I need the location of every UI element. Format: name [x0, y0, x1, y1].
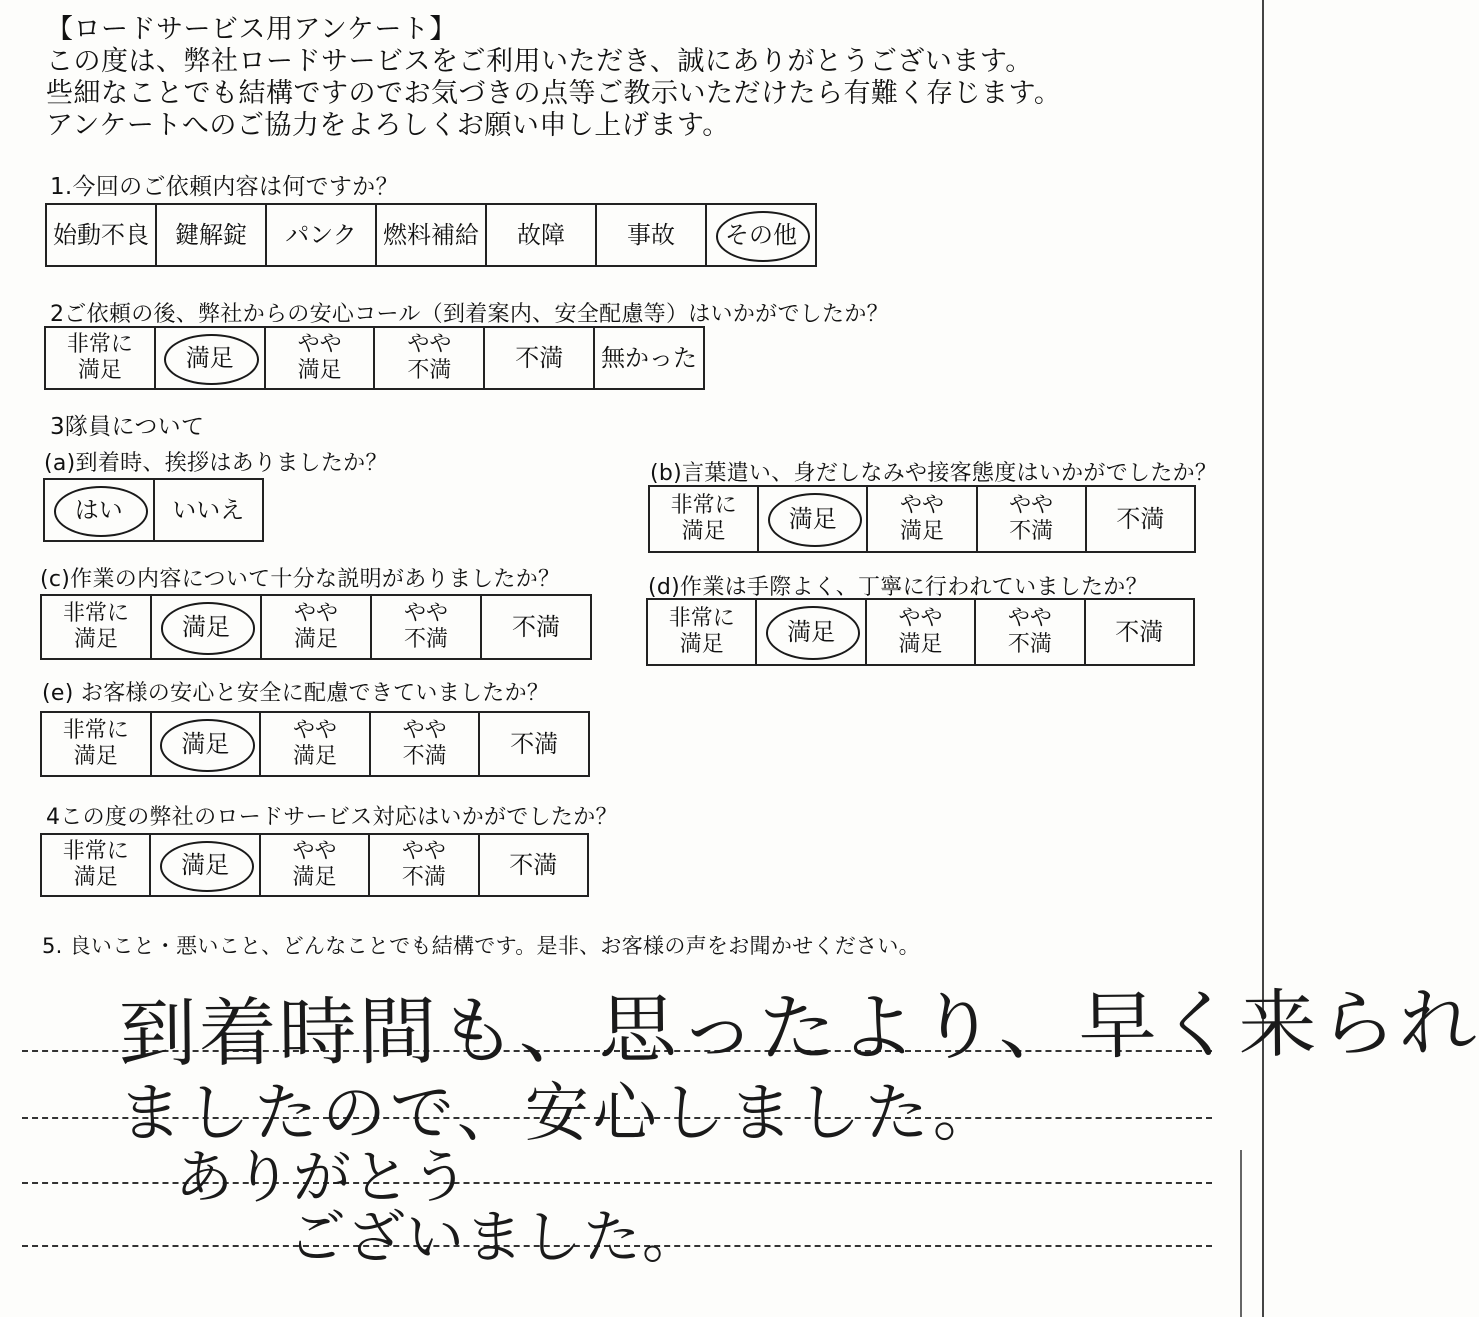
option-label: 満足	[181, 729, 230, 758]
option-cell[interactable]	[1086, 486, 1195, 552]
option-label: 燃料補給	[383, 220, 479, 249]
option-cell[interactable]	[374, 327, 484, 389]
option-cell[interactable]	[376, 204, 486, 266]
option-cell[interactable]	[977, 486, 1086, 552]
option-label: 事故	[627, 220, 675, 249]
option-label: やや 満足	[292, 718, 337, 769]
q3-label: 3隊員について	[50, 414, 205, 440]
handwritten-comment-line-1: 到着時間も、思ったより、早く来られ	[118, 980, 1479, 1078]
q2-options	[44, 326, 705, 390]
option-cell[interactable]	[369, 834, 478, 896]
option-cell-selected[interactable]	[706, 204, 816, 266]
option-cell-selected[interactable]	[758, 486, 867, 552]
option-label: 鍵解錠	[175, 220, 247, 249]
option-cell[interactable]	[261, 595, 371, 659]
option-cell[interactable]	[370, 712, 480, 776]
q3b-label: (b)言葉遣い、身だしなみや接客態度はいかがでしたか？	[650, 461, 1218, 486]
option-label: 不満	[515, 343, 564, 372]
q2-label: 2ご依頼の後、弊社からの安心コール（到着案内、安全配慮等）はいかがでしたか？	[50, 302, 889, 327]
option-cell[interactable]	[260, 834, 369, 896]
option-cell[interactable]	[265, 327, 375, 389]
option-cell[interactable]	[866, 599, 975, 665]
option-label: 不満	[1115, 617, 1164, 646]
option-label: 非常に 満足	[62, 839, 129, 890]
option-label: やや 不満	[407, 332, 452, 383]
option-label: やや 満足	[293, 601, 338, 652]
option-label: いいえ	[172, 495, 245, 524]
option-cell[interactable]	[266, 204, 376, 266]
handwritten-comment-line-3: ありがとう	[175, 1143, 471, 1211]
q3e-label: (e) お客様の安心と安全に配慮できていましたか？	[42, 681, 550, 706]
option-cell[interactable]	[647, 599, 756, 665]
q3d-label: (d)作業は手際よく、丁寧に行われていましたか？	[648, 575, 1148, 600]
option-label: 非常に 満足	[66, 332, 133, 383]
option-cell[interactable]	[596, 204, 706, 266]
option-label: やや 不満	[401, 839, 446, 890]
option-cell[interactable]	[484, 327, 594, 389]
intro-line-1: この度は、弊社ロードサービスをご利用いただき、誠にありがとうございます。	[46, 46, 1033, 77]
option-cell-selected[interactable]	[151, 712, 261, 776]
option-label: 故障	[517, 220, 565, 249]
survey-title: 【ロードサービス用アンケート】	[46, 14, 457, 45]
option-cell[interactable]	[45, 327, 155, 389]
q3b-options	[648, 485, 1196, 553]
option-label: 満足	[185, 343, 234, 372]
page-edge-line	[1262, 0, 1264, 1317]
option-cell[interactable]	[479, 712, 589, 776]
option-cell-selected[interactable]	[44, 479, 154, 541]
intro-line-2: 些細なことでも結構ですのでお気づきの点等ご教示いただけたら有難く存じます。	[46, 78, 1062, 109]
option-label: 不満	[509, 850, 558, 879]
option-cell[interactable]	[41, 712, 151, 776]
option-label: やや 満足	[297, 332, 342, 383]
option-label: 不満	[512, 612, 560, 641]
handwritten-comment-line-2: ましたので、安心しました。	[118, 1077, 1001, 1151]
intro-text	[46, 14, 1061, 142]
q5-label: 5. 良いこと・悪いこと、どんなことでも結構です。是非、お客様の声をお聞かせください。	[42, 934, 920, 958]
option-label: 不満	[1116, 504, 1165, 533]
option-label: パンク	[285, 220, 357, 249]
option-cell[interactable]	[371, 595, 481, 659]
intro-line-3: アンケートへのご協力をよろしくお願い申し上げます。	[46, 110, 730, 141]
option-label: 満足	[787, 617, 836, 646]
option-cell[interactable]	[867, 486, 976, 552]
option-label: 非常に 満足	[62, 601, 129, 652]
option-cell[interactable]	[46, 204, 156, 266]
option-cell[interactable]	[479, 834, 588, 896]
option-label: 始動不良	[53, 220, 149, 249]
option-cell-selected[interactable]	[155, 327, 265, 389]
q3a-options	[43, 478, 264, 542]
q1-options	[45, 203, 817, 267]
q3a-label: (a)到着時、挨拶はありましたか？	[44, 451, 388, 476]
q3d-options	[646, 598, 1195, 666]
option-label: その他	[725, 220, 797, 249]
option-cell[interactable]	[1085, 599, 1194, 665]
option-label: 満足	[182, 612, 230, 641]
option-cell[interactable]	[486, 204, 596, 266]
option-cell-selected[interactable]	[151, 595, 261, 659]
option-cell[interactable]	[649, 486, 758, 552]
option-label: やや 満足	[292, 839, 337, 890]
handwritten-comment-line-4: ございました。	[288, 1203, 702, 1271]
option-cell[interactable]	[41, 834, 150, 896]
option-cell[interactable]	[975, 599, 1084, 665]
option-cell-selected[interactable]	[756, 599, 865, 665]
q3e-options	[40, 711, 590, 777]
option-label: やや 満足	[898, 606, 943, 657]
q1-label: 1.今回のご依頼内容は何ですか？	[50, 174, 399, 200]
option-label: 満足	[181, 850, 230, 879]
option-cell[interactable]	[41, 595, 151, 659]
option-cell-selected[interactable]	[150, 834, 259, 896]
q3c-options	[40, 594, 592, 660]
option-cell[interactable]	[156, 204, 266, 266]
option-label: 不満	[510, 729, 559, 758]
option-label: やや 満足	[899, 493, 944, 544]
option-label: 満足	[788, 504, 837, 533]
option-label: やや 不満	[1007, 606, 1052, 657]
option-cell[interactable]	[481, 595, 591, 659]
q3c-label: (c)作業の内容について十分な説明がありましたか？	[40, 567, 561, 592]
option-label: やや 不満	[402, 718, 447, 769]
option-label: 非常に 満足	[668, 606, 735, 657]
option-label: 非常に 満足	[670, 493, 737, 544]
q4-options	[40, 833, 589, 897]
option-cell[interactable]	[260, 712, 370, 776]
option-cell[interactable]	[154, 479, 264, 541]
option-label: 無かった	[601, 343, 698, 372]
option-label: 非常に 満足	[62, 718, 129, 769]
option-label: やや 不満	[403, 601, 448, 652]
option-cell[interactable]	[594, 327, 704, 389]
page-edge-line-lower	[1240, 1150, 1242, 1317]
q4-label: 4この度の弊社のロードサービス対応はいかがでしたか？	[46, 805, 618, 830]
option-label: はい	[74, 495, 123, 524]
option-label: やや 不満	[1009, 493, 1054, 544]
